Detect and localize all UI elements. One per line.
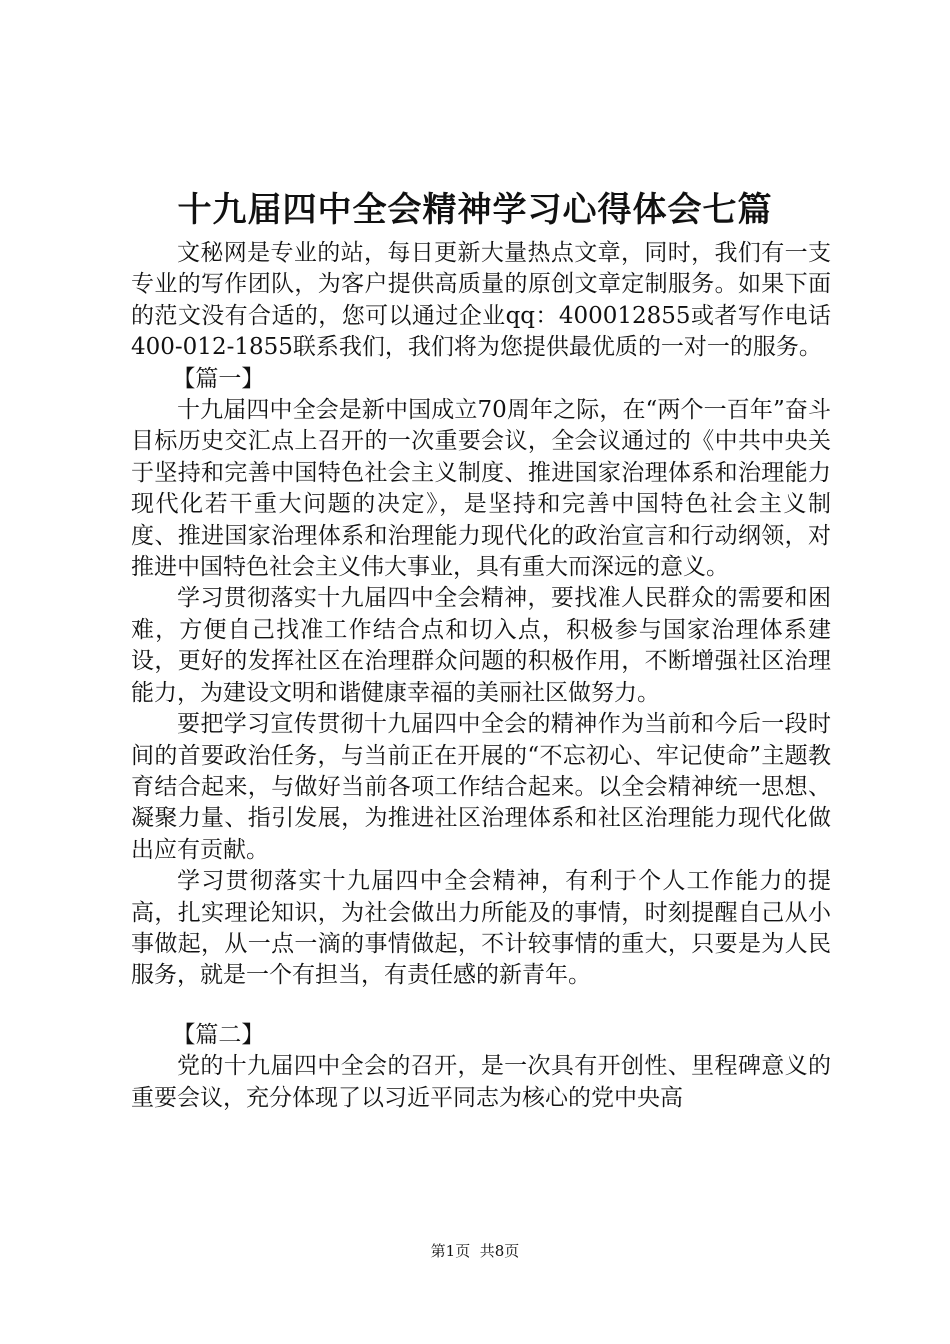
body-paragraph: 学习贯彻落实十九届四中全会精神，有利于个人工作能力的提高，扎实理论知识，为社会做出力所能及的事情，时刻提醒自己从小事做起，从一点一滴的事情做起，不计较事情的重大，只要是为人民服务，就是一个有担当，有责任感的新青年。 (131, 868, 831, 989)
page-number: 第1页 (430, 1242, 471, 1260)
page-total: 共8页 (479, 1242, 520, 1260)
document-body (131, 238, 831, 1114)
intro-paragraph: 文秘网是专业的站，每日更新大量热点文章，同时，我们有一支专业的写作团队，为客户提供高质量的原创文章定制服务。如果下面的范文没有合适的，您可以通过企业qq：400012855或者写作电话400-012-1855联系我们，我们将为您提供最优质的一对一的服务。 (131, 240, 831, 361)
document-title: 十九届四中全会精神学习心得体会七篇 (177, 190, 773, 230)
section-heading-2: 【篇二】 (172, 1021, 265, 1048)
footer-spacer (470, 1242, 480, 1260)
body-paragraph: 十九届四中全会是新中国成立70周年之际，在“两个一百年”奋斗目标历史交汇点上召开的一次重要会议，全会议通过的《中共中央关于坚持和完善中国特色社会主义制度、推进国家治理体系和治理能力现代化若干重大问题的决定》，是坚持和完善中国特色社会主义制度、推进国家治理体系和治理能力现代化的政治宣言和行动纲领，对推进中国特色社会主义伟大事业，具有重大而深远的意义。 (131, 397, 831, 581)
body-paragraph: 要把学习宣传贯彻十九届四中全会的精神作为当前和今后一段时间的首要政治任务，与当前正在开展的“不忘初心、牢记使命”主题教育结合起来，与做好当前各项工作结合起来。以全会精神统一思想、凝聚力量、指引发展，为推进社区治理体系和社区治理能力现代化做出应有贡献。 (131, 711, 831, 863)
body-paragraph: 党的十九届四中全会的召开，是一次具有开创性、里程碑意义的重要会议，充分体现了以习近平同志为核心的党中央高 (131, 1053, 831, 1111)
section-heading-1: 【篇一】 (172, 365, 265, 392)
page-footer (0, 1241, 950, 1261)
body-paragraph: 学习贯彻落实十九届四中全会精神，要找准人民群众的需要和困难，方便自己找准工作结合点和切入点，积极参与国家治理体系建设，更好的发挥社区在治理群众问题的积极作用，不断增强社区治理能力，为建设文明和谐健康幸福的美丽社区做努力。 (131, 585, 831, 706)
